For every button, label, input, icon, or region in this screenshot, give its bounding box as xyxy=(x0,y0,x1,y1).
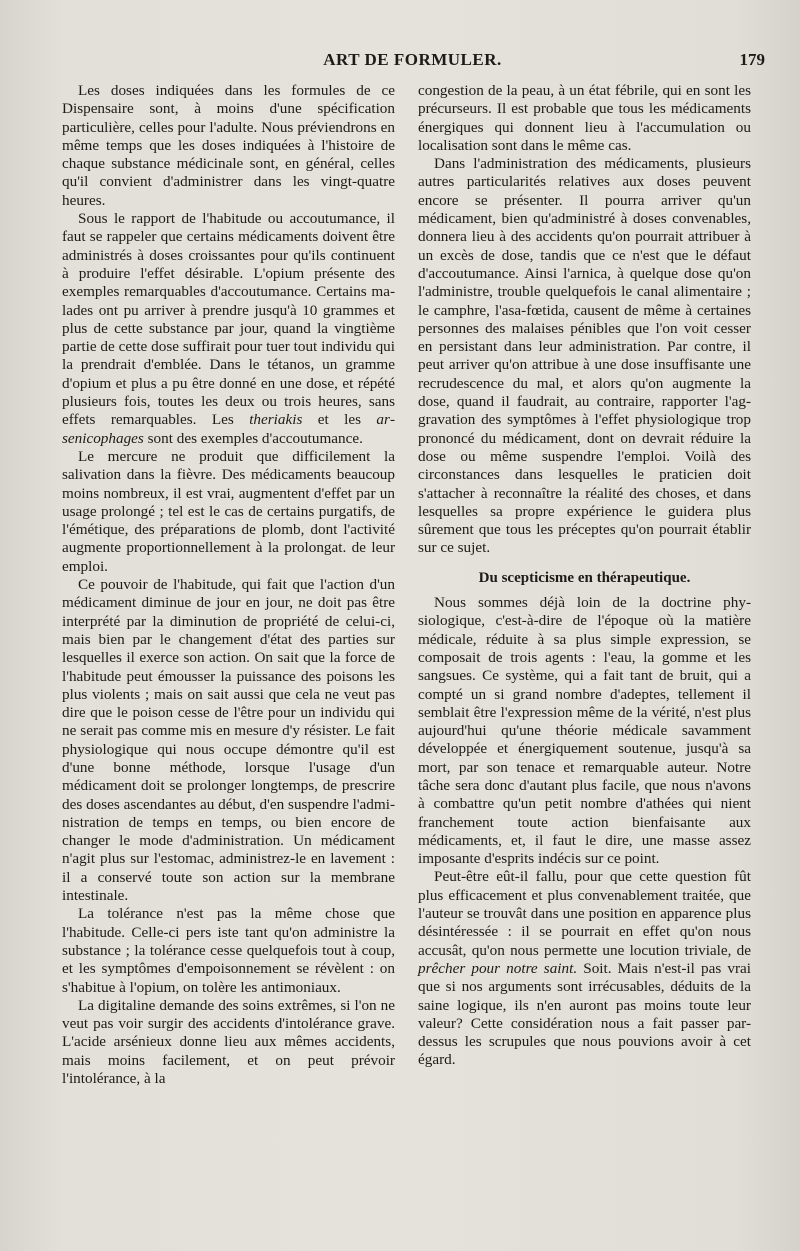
paragraph: Ce pouvoir de l'habitude, qui fait que l'action d'un médicament diminue de jour en jour, ne doit pas être interprété par la diminution de propriété de celui-ci, mais bien par le changement d'état des parties sur lesquelles il exerce son action. On sait que la force de l'habitude peut émousser la puissance des poisons les plus violents ; mais on sait aussi que cela ne veut pas dire que le poison cesse de l'être pour un individu qui ne serait pas comme mis en mesure d'y résister. Le fait physiologique qui nous occupe démontre qu'il est d'une bonne méthode, lorsque l'usage d'un médicament doit se prolonger longtemps, de prescrire des doses ascendantes au début, d'en suspendre l'administration de temps en temps, ou bien encore de changer le mode d'administration. Un médicament n'agit plus sur l'estomac, administrez-le en lavement : il a conservé toute son action sur la membrane intestinale. xyxy=(62,576,395,905)
paragraph: congestion de la peau, à un état fébrile, qui en sont les précurseurs. Il est probable que tous les médicaments énergiques qui donnent lieu à l'accumulation ou localisation sont dans le même cas. xyxy=(418,82,751,154)
italic-term: theriakis xyxy=(249,411,303,429)
paragraph xyxy=(418,868,751,1069)
paragraph: Le mercure ne produit que difficilement la salivation dans la fièvre. Des médicaments beaucoup moins nombreux, il est vrai, augmentent d'effet par un usage prolongé ; tel est le cas de certains purgatifs, de l'émétique, des préparations de plomb, dont l'activité augmente proportionnellement à la prolongat. de leur emploi. xyxy=(62,447,395,575)
left-column xyxy=(62,82,395,1088)
paragraph: Les doses indiquées dans les formules de ce Dispensaire sont, à moins d'une spécification particulière, celles pour l'adulte. Nous préviendrons en même temps que les doses indiquées à l'histoire de chaque substance médicinale sont, en général, celles qu'il convient d'administrer dans les vingt-quatre heures. xyxy=(62,82,395,209)
page-header xyxy=(60,50,765,76)
italic-term: arsenicophages xyxy=(62,411,395,447)
running-title: ART DE FORMULER. xyxy=(323,50,502,69)
paragraph xyxy=(62,210,395,448)
italic-phrase: prêcher pour notre saint. xyxy=(418,959,578,977)
right-column xyxy=(418,82,751,1070)
page-number: 179 xyxy=(739,50,765,69)
paragraph-text: Sous le rapport de l'habitude ou accoutumance, il faut se rappeler que certains médicaments doivent être administrés à doses croissantes pour qu'ils continuent à produire l'effet désirable. L'opium présente des exemples remarquables d'accoutumance. Certains malades ont pu arriver à prendre jusqu'à 10 grammes et plus de cette substance par jour, quand la vingtième partie de cette dose suffirait pour tuer tout individu qui la prendrait d'emblée. Dans le tétanos, un gramme d'opium et plus a pu être donné en une dose, et répété plusieurs fois, toutes les deux ou trois heures, sans effets remarquables. Les xyxy=(62,210,395,429)
paragraph-text: et les xyxy=(302,411,377,429)
paragraph: La digitaline demande des soins extrêmes, si l'on ne veut pas voir surgir des accidents d'intolérance grave. L'acide arsénieux donne lieu aux mêmes accidents, mais moins facilement, et on peut prévoir l'intolérance, à la xyxy=(62,996,395,1088)
paragraph: La tolérance n'est pas la même chose que l'habitude. Celle-ci pers iste tant qu'on administre la substance ; la tolérance cesse quelquefois tout à coup, et les symptômes d'empoisonnement se révèlent : on s'habitue à l'opium, on tolère les antimoniaux. xyxy=(62,905,395,996)
paragraph: Nous sommes déjà loin de la doctrine physiologique, c'est-à-dire de l'époque où la matière médicale, réduite à sa plus simple expression, se composait de trois agents : l'eau, la gomme et les sangsues. Ce système, qui a fait tant de bruit, qui a compté un si grand nombre d'adeptes, tellement il semblait être l'expression même de la vérité, n'est plus aujourd'hui qu'une théorie médicale savamment développée et énergiquement soutenue, jusqu'à sa mort, par son tenace et remarquable auteur. Notre tâche sera donc d'autant plus facile, que nous n'avons à combattre qu'un petit nombre d'athées qui nient franchement toute action bienfaisante aux médicaments, et, il faut le dire, une masse assez imposante d'esprits indécis sur ce point. xyxy=(418,594,751,868)
paragraph: Dans l'administration des médicaments, plusieurs autres particularités relatives aux doses peuvent encore se présenter. Il pourra arriver qu'un médicament, bien qu'administré à doses convenables, donnera lieu à des accidents qu'on pourrait attribuer à un excès de dose, tandis que ce n'est que le défaut d'accoutumance. Ainsi l'arnica, à quelque dose qu'on l'administre, trouble quelquefois le canal alimentaire ; le camphre, l'asa-fœtida, causent de même à certaines personnes des malaises pénibles que l'on voit cesser en persistant dans leur administration. Par contre, il peut arriver qu'on attribue à une dose insuffisante une recrudescence du mal, et alors qu'on augmente la dose, quand il faudrait, au contraire, rapporter l'aggravation des symptômes à l'effet physiologique trop prononcé du médicament, dont on devrait réduire la dose ou même suspendre l'emploi. Voilà des circonstances dans lesquelles le praticien doit s'attacher à reconnaître la réalité des choses, et dans lesquelles sa propre expérience le guidera plus sûrement que tous les préceptes qu'on pourrait établir sur ce sujet. xyxy=(418,155,751,557)
paragraph-text: Peut-être eût-il fallu, pour que cette question fût plus efficacement et plus convenablement traitée, que l'auteur se trouvât dans une position en apparence plus désintéressée : il se pourrait en effet qu'on nous accusât, qu'on nous permette une locution triviale, de xyxy=(418,868,751,959)
paragraph-text: Soit. Mais n'est-il pas vrai que si nos arguments sont irrécusables, déduits de la saine logique, ils n'en auront pas moins toute leur valeur? Cette considération nous a fait passer par-dessus les scrupules que nous pouvions avoir à cet égard. xyxy=(418,959,751,1069)
paragraph-text: sont des exemples d'accoutumance. xyxy=(143,429,363,447)
section-heading: Du scepticisme en thérapeutique. xyxy=(478,569,691,586)
